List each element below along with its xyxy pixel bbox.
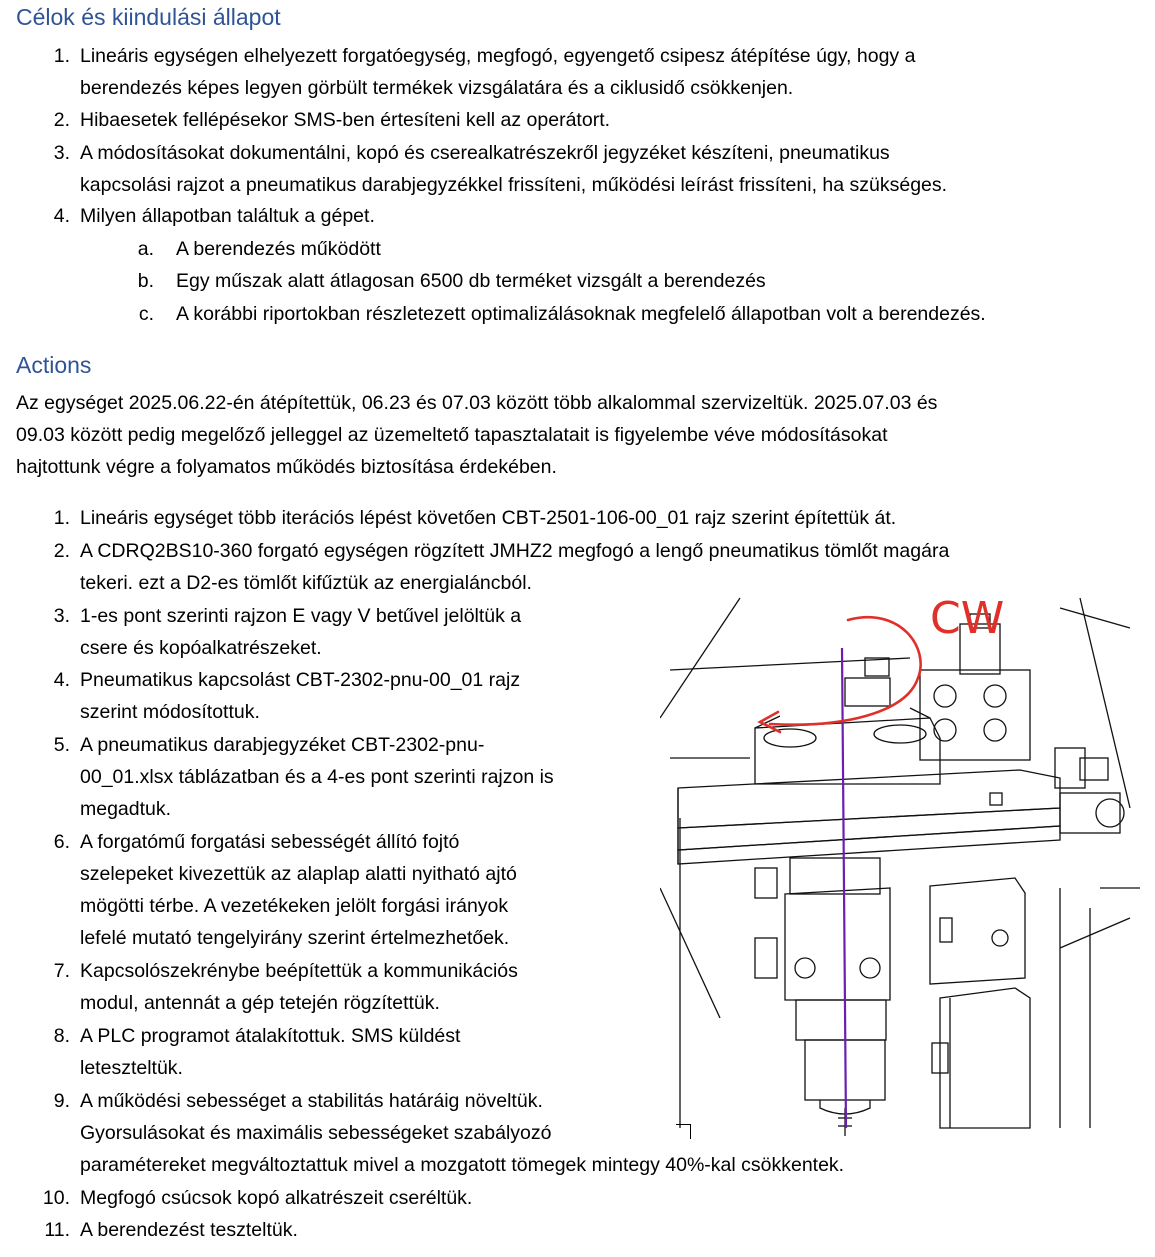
cw-annotation: CW bbox=[930, 593, 1005, 644]
list-text: szerint módosítottuk. bbox=[80, 701, 260, 723]
list-text: A berendezést teszteltük. bbox=[80, 1219, 298, 1241]
section-heading-goals: Célok és kiindulási állapot bbox=[16, 4, 281, 30]
list-text: A CDRQ2BS10-360 forgató egységen rögzített JMHZ2 megfogó a lengő pneumatikus tömlőt magára bbox=[80, 540, 950, 562]
list-number: 8. bbox=[53, 1025, 70, 1047]
list-text: Lineáris egységet több iterációs lépést követően CBT-2501-106-00_01 rajz szerint építettük át. bbox=[80, 507, 897, 529]
list-number: 4. bbox=[53, 205, 70, 227]
list-number: 10. bbox=[42, 1187, 70, 1209]
list-number: 9. bbox=[53, 1090, 70, 1112]
list-number: 2. bbox=[53, 109, 70, 131]
list-text: A forgatómű forgatási sebességét állító fojtó bbox=[80, 831, 460, 853]
paragraph-line: Az egységet 2025.06.22-én átépítettük, 06.23 és 07.03 között több alkalommal szervizeltük. 2025.07.03 és bbox=[16, 392, 938, 414]
list-letter: c. bbox=[138, 303, 154, 325]
list-number: 1. bbox=[53, 45, 70, 67]
list-number: 3. bbox=[53, 142, 70, 164]
list-text: Gyorsulásokat és maximális sebességeket szabályozó bbox=[80, 1122, 552, 1144]
list-text: Kapcsolószekrénybe beépítettük a kommunikációs bbox=[80, 960, 518, 982]
paragraph-line: hajtottunk végre a folyamatos működés biztosítása érdekében. bbox=[16, 456, 557, 478]
list-text: Hibaesetek fellépésekor SMS-ben értesíteni kell az operátort. bbox=[80, 109, 611, 131]
list-text: Milyen állapotban találtuk a gépet. bbox=[80, 205, 375, 227]
list-text: Egy műszak alatt átlagosan 6500 db terméket vizsgált a berendezés bbox=[176, 270, 766, 292]
list-text: mögötti térbe. A vezetékeken jelölt forgási irányok bbox=[80, 895, 509, 917]
list-text: kapcsolási rajzot a pneumatikus darabjegyzékkel frissíteni, működési leírást frissíteni, ha szükséges. bbox=[80, 174, 948, 196]
list-text: csere és kopóalkatrészeket. bbox=[80, 637, 322, 659]
list-number: 11. bbox=[44, 1219, 70, 1241]
list-text: leteszteltük. bbox=[80, 1057, 183, 1079]
list-letter: a. bbox=[137, 238, 154, 260]
list-number: 7. bbox=[53, 960, 70, 982]
list-number: 4. bbox=[53, 669, 70, 691]
section-heading-actions: Actions bbox=[16, 352, 92, 378]
list-text: megadtuk. bbox=[80, 798, 172, 820]
rotation-arrow bbox=[760, 617, 921, 732]
list-text: Pneumatikus kapcsolást CBT-2302-pnu-00_01 rajz bbox=[80, 669, 521, 691]
list-text: berendezés képes legyen görbült termékek vizsgálatára és a ciklusidő csökkenjen. bbox=[80, 77, 794, 99]
list-number: 1. bbox=[53, 507, 70, 529]
list-text: A PLC programot átalakítottuk. SMS küldést bbox=[80, 1025, 461, 1047]
list-number: 5. bbox=[53, 734, 70, 756]
list-text: 00_01.xlsx táblázatban és a 4-es pont szerinti rajzon is bbox=[80, 766, 554, 788]
list-letter: b. bbox=[137, 270, 154, 292]
list-text: Megfogó csúcsok kopó alkatrészeit cseréltük. bbox=[80, 1187, 473, 1209]
mechanism-drawing bbox=[660, 588, 1140, 1144]
list-text: A működési sebességet a stabilitás határáig növeltük. bbox=[80, 1090, 543, 1112]
list-text: A korábbi riportokban részletezett optimalizálásoknak megfelelő állapotban volt a berendezés. bbox=[176, 303, 986, 325]
list-number: 6. bbox=[53, 831, 70, 853]
list-text: 1-es pont szerinti rajzon E vagy V betűvel jelöltük a bbox=[80, 605, 522, 627]
image-corner-mark bbox=[676, 1124, 691, 1139]
list-number: 3. bbox=[53, 605, 70, 627]
paragraph-line: 09.03 között pedig megelőző jelleggel az üzemeltető tapasztalatait is figyelembe véve módosításokat bbox=[16, 424, 888, 446]
list-number: 2. bbox=[53, 540, 70, 562]
list-text: szelepeket kivezettük az alaplap alatti nyitható ajtó bbox=[80, 863, 517, 885]
technical-drawing-figure bbox=[660, 588, 1140, 1144]
list-text: lefelé mutató tengelyirány szerint értelmezhetőek. bbox=[80, 927, 510, 949]
list-text: modul, antennát a gép tetején rögzítettük. bbox=[80, 992, 440, 1014]
list-text: A berendezés működött bbox=[176, 238, 381, 260]
list-text: paramétereket megváltoztattuk mivel a mozgatott tömegek mintegy 40%-kal csökkentek. bbox=[80, 1154, 845, 1176]
list-text: A pneumatikus darabjegyzéket CBT-2302-pnu- bbox=[80, 734, 485, 756]
list-text: tekeri. ezt a D2-es tömlőt kifűztük az energialáncból. bbox=[80, 572, 532, 594]
list-text: A módosításokat dokumentálni, kopó és cserealkatrészekről jegyzéket készíteni, pneumatikus bbox=[80, 142, 890, 164]
list-text: Lineáris egységen elhelyezett forgatóegység, megfogó, egyengető csipesz átépítése úgy, hogy a bbox=[80, 45, 916, 67]
